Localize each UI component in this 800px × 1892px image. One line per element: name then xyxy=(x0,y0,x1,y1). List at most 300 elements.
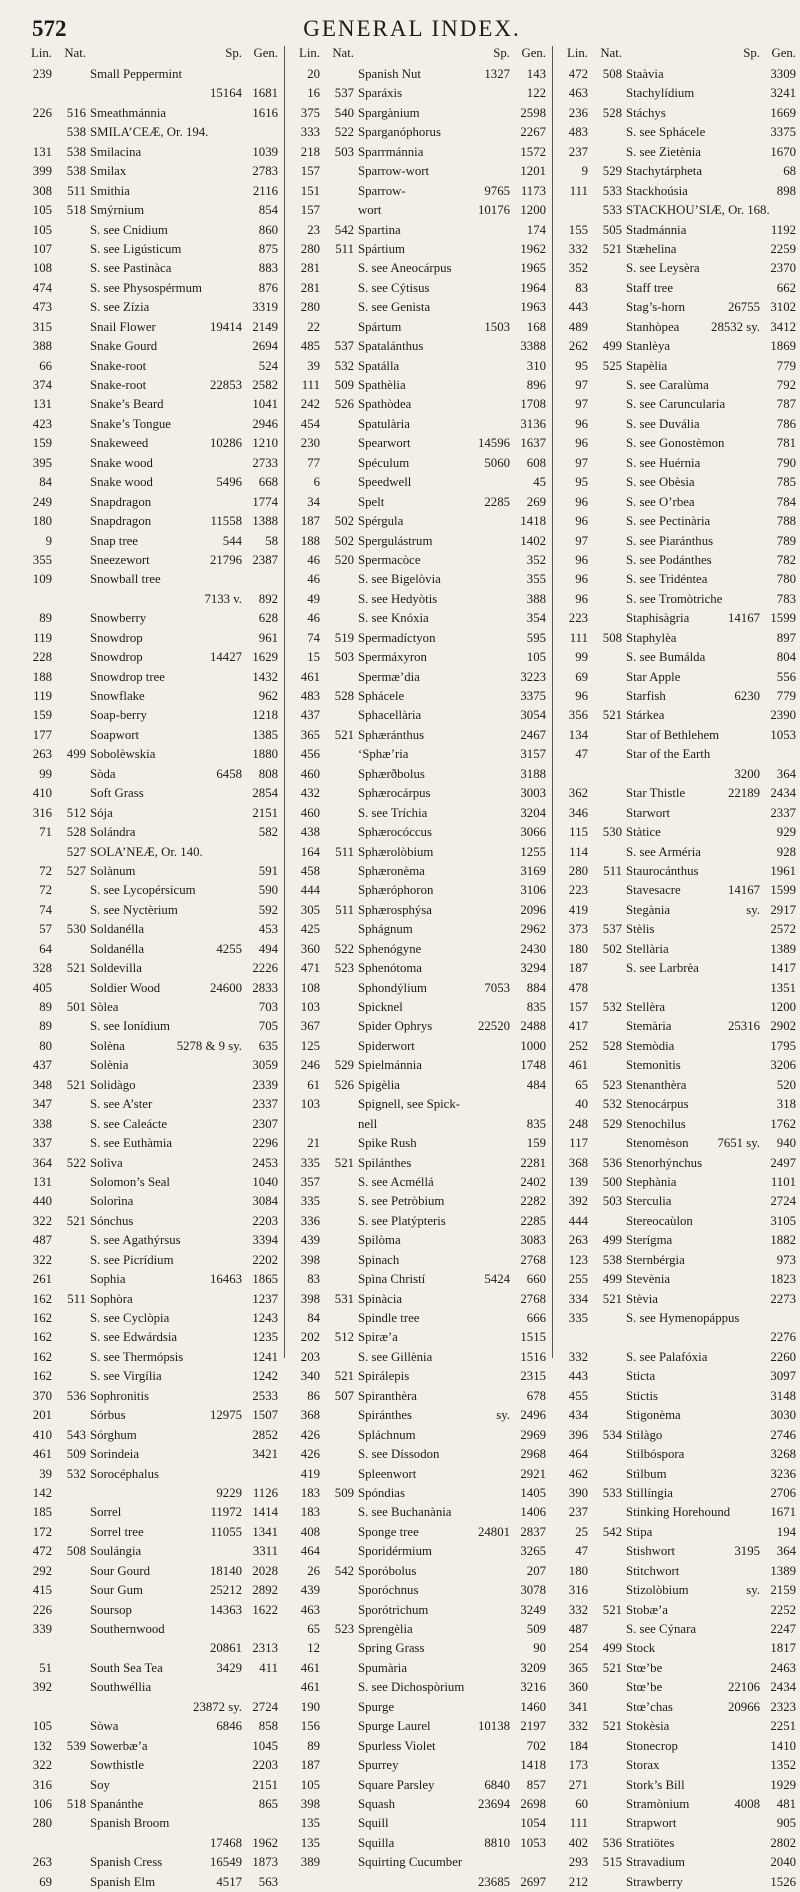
entry-name: Stárkea xyxy=(626,708,665,723)
entry-name: Sorindeia xyxy=(90,1447,140,1462)
index-entry xyxy=(24,1367,278,1386)
index-entry xyxy=(292,1406,546,1425)
entry-name: STACKHOU’SIÆ, Or. 168. xyxy=(626,203,770,218)
index-entry xyxy=(24,162,278,181)
entry-name: Soldanélla xyxy=(90,922,145,937)
index-entry xyxy=(560,648,796,667)
entry-name: Sphærocóccus xyxy=(358,825,432,840)
index-entry xyxy=(24,609,278,628)
entry-name: Spergulástrum xyxy=(358,533,433,548)
index-column-1 xyxy=(24,46,278,1889)
entry-name: Starfish xyxy=(626,689,666,703)
index-entry xyxy=(24,1503,278,1522)
genus-number: 898 xyxy=(776,183,796,198)
entry-name: Spláchnum xyxy=(358,1427,416,1442)
order-number: 536 xyxy=(66,1388,86,1403)
line-number: 396 xyxy=(568,1427,588,1442)
index-entry xyxy=(292,182,546,201)
line-number: 60 xyxy=(575,1796,588,1811)
genus-number: 1351 xyxy=(770,980,796,995)
genus-number: 2467 xyxy=(520,727,546,742)
line-number: 107 xyxy=(32,241,52,256)
index-entry xyxy=(292,1853,546,1872)
line-number: 281 xyxy=(300,280,320,295)
genus-number: 3319 xyxy=(252,300,278,315)
genus-number: 860 xyxy=(258,222,278,237)
line-number: 131 xyxy=(32,397,52,412)
line-number: 108 xyxy=(300,980,320,995)
index-entry xyxy=(560,1212,796,1231)
genus-number: 2247 xyxy=(770,1622,796,1636)
entry-name: Sphærðbolus xyxy=(358,766,425,781)
species-number: 22520 xyxy=(478,1019,510,1034)
entry-name: Sphácele xyxy=(358,689,405,703)
genus-number: 2733 xyxy=(252,455,278,470)
genus-number: 1622 xyxy=(252,1602,278,1617)
index-entry xyxy=(24,1192,278,1211)
line-number: 77 xyxy=(307,455,320,470)
genus-number: 1418 xyxy=(520,514,546,529)
line-number: 64 xyxy=(39,941,52,956)
line-number: 355 xyxy=(32,552,52,567)
line-number: 96 xyxy=(575,514,588,529)
order-number: 521 xyxy=(334,727,354,742)
entry-name: Stenomèson xyxy=(626,1136,689,1151)
entry-name: S. see Cýnara xyxy=(626,1622,697,1636)
index-entry xyxy=(292,395,546,414)
index-column-3 xyxy=(560,46,796,1889)
genus-number: 662 xyxy=(776,280,796,295)
page-header xyxy=(30,16,794,44)
index-entry xyxy=(292,959,546,978)
index-entry xyxy=(560,357,796,376)
index-entry xyxy=(292,162,546,181)
genus-number: 2453 xyxy=(252,1155,278,1170)
genus-number: 678 xyxy=(526,1388,546,1403)
entry-name: Spilòma xyxy=(358,1233,401,1248)
genus-number: 1200 xyxy=(770,1000,796,1014)
genus-number: 453 xyxy=(258,922,278,937)
line-number: 135 xyxy=(300,1835,320,1850)
index-entry xyxy=(560,668,796,687)
line-number: 162 xyxy=(32,1369,52,1384)
index-entry xyxy=(560,1814,796,1833)
index-entry xyxy=(24,784,278,803)
entry-name: S. see Euthàmia xyxy=(90,1136,173,1151)
entry-name: SOLA’NEÆ, Or. 140. xyxy=(90,844,203,859)
genus-number: 2116 xyxy=(252,183,278,198)
line-number: 228 xyxy=(32,650,52,665)
genus-number: 1774 xyxy=(252,494,278,509)
line-number: 356 xyxy=(568,708,588,723)
index-entry xyxy=(560,1270,796,1289)
line-number: 322 xyxy=(32,1758,52,1773)
index-entry xyxy=(292,1115,546,1134)
line-number: 97 xyxy=(575,533,588,548)
line-number: 89 xyxy=(307,1738,320,1753)
entry-name: S. see Bumálda xyxy=(626,650,706,665)
order-number: 518 xyxy=(66,203,86,218)
entry-name: Stobæ’a xyxy=(626,1602,668,1617)
line-number: 96 xyxy=(575,572,588,587)
genus-number: 835 xyxy=(526,1116,546,1131)
index-entry xyxy=(24,279,278,298)
line-number: 117 xyxy=(569,1136,588,1151)
index-entry xyxy=(24,512,278,531)
order-number: 533 xyxy=(602,203,622,218)
order-number: 511 xyxy=(67,1291,86,1306)
line-number: 464 xyxy=(568,1447,588,1462)
entry-name: Stœ’be xyxy=(626,1680,663,1695)
genus-number: 1962 xyxy=(520,241,546,256)
genus-number: 590 xyxy=(258,883,278,898)
species-number: 23872 sy. xyxy=(193,1699,242,1714)
index-entry xyxy=(292,65,546,84)
index-entry xyxy=(292,998,546,1017)
genus-number: 1255 xyxy=(520,844,546,859)
entry-name: Spiderwort xyxy=(358,1038,415,1053)
line-number: 462 xyxy=(568,1466,588,1481)
entry-name: Stitchwort xyxy=(626,1563,680,1578)
line-number: 187 xyxy=(568,961,588,976)
genus-number: 2852 xyxy=(252,1427,278,1442)
entry-name: Stokèsia xyxy=(626,1719,670,1734)
index-entry xyxy=(560,1154,796,1173)
genus-number: 1670 xyxy=(770,144,796,159)
index-entry xyxy=(24,998,278,1017)
entry-name: Staàvia xyxy=(626,67,664,81)
index-entry xyxy=(24,687,278,706)
species-number: 14167 xyxy=(728,883,760,898)
genus-number: 1040 xyxy=(252,1174,278,1189)
genus-number: 2921 xyxy=(520,1466,546,1481)
line-number: 426 xyxy=(300,1427,320,1442)
index-entry xyxy=(292,1076,546,1095)
index-entry xyxy=(292,570,546,589)
entry-name: Spártum xyxy=(358,319,402,334)
index-entry xyxy=(24,1717,278,1736)
order-number: 538 xyxy=(602,1252,622,1267)
genus-number: 3236 xyxy=(770,1466,796,1481)
species-number: 2285 xyxy=(484,494,510,509)
line-number: 347 xyxy=(32,1097,52,1112)
genus-number: 2724 xyxy=(770,1194,796,1209)
genus-number: 2724 xyxy=(252,1699,278,1714)
line-number: 96 xyxy=(575,591,588,606)
index-entry xyxy=(560,1309,796,1328)
line-number: 242 xyxy=(300,397,320,412)
species-number: 544 xyxy=(222,533,242,548)
order-number: 521 xyxy=(602,1660,622,1675)
entry-name: Sphacellària xyxy=(358,708,422,723)
entry-name: Snakeweed xyxy=(90,436,149,451)
entry-name: Sója xyxy=(90,805,113,820)
index-entry xyxy=(24,1465,278,1484)
entry-name: Soldevilla xyxy=(90,961,142,976)
genus-number: 666 xyxy=(526,1311,546,1325)
index-entry xyxy=(24,1290,278,1309)
line-number: 316 xyxy=(32,805,52,820)
entry-name: Smeathmánnia xyxy=(90,105,167,120)
species-number: sy. xyxy=(496,1408,510,1423)
line-number: 463 xyxy=(568,86,588,101)
line-number: 65 xyxy=(307,1622,320,1636)
order-number: 521 xyxy=(334,1155,354,1170)
entry-name: Spérgula xyxy=(358,514,404,529)
line-number: 440 xyxy=(32,1194,52,1209)
line-number: 339 xyxy=(32,1622,52,1636)
order-number: 531 xyxy=(334,1291,354,1306)
genus-number: 1418 xyxy=(520,1758,546,1773)
line-number: 97 xyxy=(575,397,588,412)
line-number: 460 xyxy=(300,766,320,781)
line-number: 254 xyxy=(568,1641,588,1656)
line-number: 134 xyxy=(568,727,588,742)
order-number: 534 xyxy=(602,1427,622,1442)
line-number: 334 xyxy=(568,1291,588,1306)
line-number: 61 xyxy=(307,1077,320,1092)
entry-name: Solèna xyxy=(90,1038,125,1053)
entry-name: Sphæránthus xyxy=(358,727,425,742)
line-number: 188 xyxy=(32,669,52,684)
genus-number: 2946 xyxy=(252,416,278,431)
genus-number: 804 xyxy=(776,650,796,665)
index-entry xyxy=(292,279,546,298)
genus-number: 364 xyxy=(776,1544,796,1559)
entry-name: S. see O’rbea xyxy=(626,494,695,509)
genus-number: 2697 xyxy=(520,1874,546,1889)
index-entry xyxy=(560,279,796,298)
genus-number: 1242 xyxy=(252,1369,278,1384)
line-number: 132 xyxy=(32,1738,52,1753)
entry-name: Stìlbum xyxy=(626,1466,667,1481)
order-number: 536 xyxy=(602,1835,622,1850)
entry-name: Stemonìtis xyxy=(626,1058,681,1073)
index-entry xyxy=(560,1465,796,1484)
line-number: 105 xyxy=(32,1719,52,1734)
order-number: 540 xyxy=(334,105,354,120)
genus-number: 2273 xyxy=(770,1291,796,1306)
entry-name: Spermacòce xyxy=(358,552,421,567)
index-entry xyxy=(560,881,796,900)
genus-number: 2496 xyxy=(520,1408,546,1423)
genus-number: 2902 xyxy=(770,1019,796,1034)
line-number: 405 xyxy=(32,980,52,995)
index-entry xyxy=(24,1095,278,1114)
index-entry xyxy=(24,395,278,414)
order-number: 532 xyxy=(602,1000,622,1014)
entry-name: Sowerbæ’a xyxy=(90,1738,148,1753)
genus-number: 1629 xyxy=(252,650,278,665)
line-number: 398 xyxy=(300,1796,320,1811)
line-number: 139 xyxy=(568,1174,588,1189)
genus-number: 1599 xyxy=(770,611,796,626)
index-entry xyxy=(560,1678,796,1697)
line-number: 187 xyxy=(300,1758,320,1773)
genus-number: 1405 xyxy=(520,1485,546,1500)
entry-name: Spanish Elm xyxy=(90,1874,156,1889)
line-number: 360 xyxy=(300,941,320,956)
genus-number: 3003 xyxy=(520,786,546,801)
genus-number: 628 xyxy=(258,611,278,626)
order-number: 508 xyxy=(66,1544,86,1559)
genus-number: 2296 xyxy=(252,1136,278,1151)
index-entry xyxy=(292,920,546,939)
line-number: 23 xyxy=(307,222,320,237)
entry-name: Stock xyxy=(626,1641,656,1656)
index-entry xyxy=(24,901,278,920)
order-number: 542 xyxy=(334,1563,354,1578)
index-entry xyxy=(24,1698,278,1717)
column-header xyxy=(560,46,796,65)
order-number: 501 xyxy=(66,1000,86,1014)
entry-name: Stephània xyxy=(626,1174,677,1189)
entry-name: S. see Caruncularia xyxy=(626,397,726,412)
entry-name: Sophòra xyxy=(90,1291,133,1306)
order-number: 537 xyxy=(602,922,622,937)
line-number: 263 xyxy=(32,1855,52,1870)
index-entry xyxy=(292,1620,546,1639)
genus-number: 509 xyxy=(526,1622,546,1636)
order-number: 542 xyxy=(602,1524,622,1539)
line-number: 483 xyxy=(300,689,320,703)
entry-name: Sparrmánnia xyxy=(358,144,424,159)
genus-number: 582 xyxy=(258,825,278,840)
index-entry xyxy=(560,1115,796,1134)
index-entry xyxy=(24,1484,278,1503)
entry-name: Sparrow- xyxy=(358,183,406,198)
genus-number: 90 xyxy=(533,1641,546,1656)
line-number: 255 xyxy=(568,1272,588,1287)
order-number: 503 xyxy=(334,144,354,159)
genus-number: 520 xyxy=(776,1077,796,1092)
index-entry xyxy=(560,512,796,531)
line-number: 280 xyxy=(300,241,320,256)
genus-number: 310 xyxy=(526,358,546,373)
line-number: 415 xyxy=(32,1583,52,1598)
line-number: 252 xyxy=(568,1038,588,1053)
entry-name: Staphylèa xyxy=(626,630,677,645)
index-entry xyxy=(292,1873,546,1892)
entry-name: S. see Lycopérsicum xyxy=(90,883,196,898)
genus-number: 3136 xyxy=(520,416,546,431)
index-entry xyxy=(292,1542,546,1561)
index-entry xyxy=(292,1678,546,1697)
index-entry xyxy=(24,65,278,84)
index-entry xyxy=(292,143,546,162)
entry-name: Sporótrichum xyxy=(358,1602,429,1617)
line-number: 72 xyxy=(39,863,52,878)
index-entry xyxy=(292,259,546,278)
index-entry xyxy=(24,221,278,240)
column-header-gen: Gen. xyxy=(771,46,796,60)
genus-number: 58 xyxy=(265,533,278,548)
entry-name: Stishwort xyxy=(626,1544,676,1559)
line-number: 487 xyxy=(568,1622,588,1636)
line-number: 46 xyxy=(307,611,320,626)
entry-name: Spóndias xyxy=(358,1485,405,1500)
genus-number: 207 xyxy=(526,1563,546,1578)
line-number: 335 xyxy=(300,1194,320,1209)
genus-number: 3241 xyxy=(770,86,796,101)
index-entry xyxy=(560,1639,796,1658)
index-entry xyxy=(292,706,546,725)
species-number: 5060 xyxy=(484,455,510,470)
line-number: 332 xyxy=(568,1349,588,1364)
entry-name: S. see Leysèra xyxy=(626,261,700,276)
entry-name: Star of Bethlehem xyxy=(626,727,720,742)
index-entry xyxy=(292,609,546,628)
genus-number: 354 xyxy=(526,611,546,626)
order-number: 520 xyxy=(334,552,354,567)
order-number: 505 xyxy=(602,222,622,237)
entry-name: Stanhòpea xyxy=(626,319,680,334)
order-number: 512 xyxy=(334,1330,354,1345)
line-number: 180 xyxy=(32,514,52,529)
entry-name: S. see Edwárdsia xyxy=(90,1330,178,1345)
entry-name: S. see Petròbium xyxy=(358,1194,445,1209)
entry-name: Sterculia xyxy=(626,1194,672,1209)
index-entry xyxy=(292,979,546,998)
genus-number: 2783 xyxy=(252,164,278,179)
index-entry xyxy=(24,318,278,337)
entry-name: S. see Cýtisus xyxy=(358,280,430,295)
line-number: 20 xyxy=(307,67,320,81)
index-entry xyxy=(24,1076,278,1095)
line-number: 97 xyxy=(575,378,588,392)
entry-name: Spatálla xyxy=(358,358,400,373)
line-number: 262 xyxy=(568,339,588,354)
line-number: 95 xyxy=(575,475,588,490)
entry-name: Stenochìlus xyxy=(626,1116,686,1131)
entry-name: Snake-root xyxy=(90,378,147,392)
genus-number: 2962 xyxy=(520,922,546,937)
genus-number: 1389 xyxy=(770,941,796,956)
entry-name: Stipa xyxy=(626,1524,653,1539)
index-entry xyxy=(24,357,278,376)
line-number: 460 xyxy=(300,805,320,820)
entry-name: Sórghum xyxy=(90,1427,137,1442)
index-entry xyxy=(24,1426,278,1445)
index-entry xyxy=(560,493,796,512)
genus-number: 876 xyxy=(258,280,278,295)
line-number: 316 xyxy=(32,1777,52,1792)
line-number: 105 xyxy=(32,203,52,218)
genus-number: 1671 xyxy=(770,1505,796,1520)
entry-name: Spártium xyxy=(358,241,405,256)
entry-name: Squill xyxy=(358,1816,389,1831)
index-entry xyxy=(560,570,796,589)
index-entry xyxy=(24,1562,278,1581)
genus-number: 595 xyxy=(526,630,546,645)
genus-number: 792 xyxy=(776,378,796,392)
index-entry xyxy=(292,240,546,259)
index-entry xyxy=(560,1367,796,1386)
index-entry xyxy=(560,473,796,492)
order-number: 538 xyxy=(66,125,86,140)
index-entry xyxy=(24,648,278,667)
entry-name: Stavesacre xyxy=(626,883,681,898)
genus-number: 1045 xyxy=(252,1738,278,1753)
entry-name: Sporóchnus xyxy=(358,1583,419,1598)
entry-name: Smýrnium xyxy=(90,203,145,218)
line-number: 125 xyxy=(300,1038,320,1053)
index-entry xyxy=(292,318,546,337)
order-number: 521 xyxy=(602,1291,622,1306)
line-number: 162 xyxy=(32,1349,52,1364)
index-entry xyxy=(560,687,796,706)
order-number: 521 xyxy=(602,1602,622,1617)
